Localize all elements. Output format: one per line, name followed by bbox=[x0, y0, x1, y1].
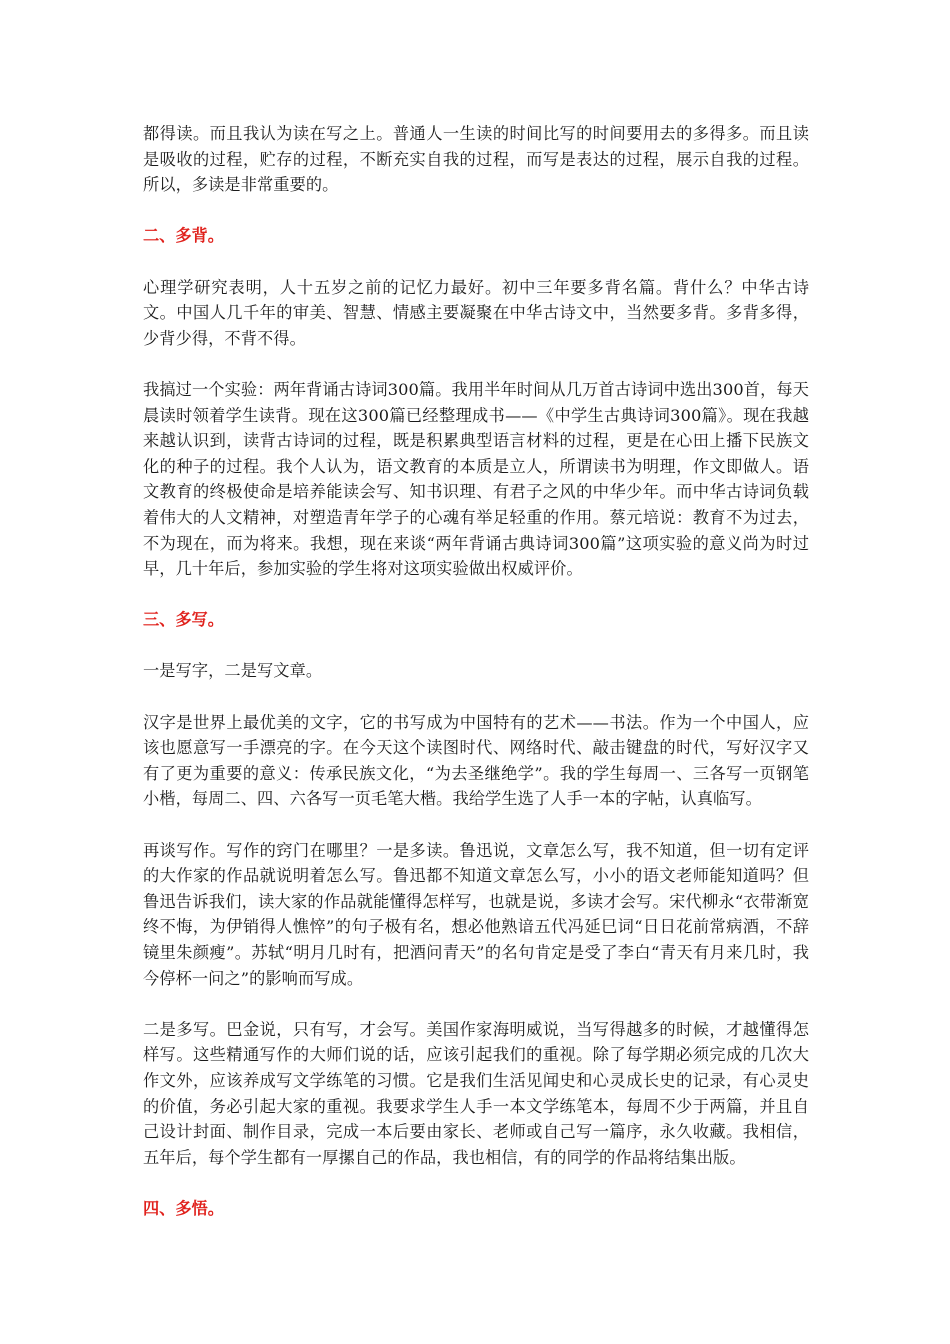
paragraph-write-more: 二是多写。巴金说，只有写，才会写。美国作家海明威说，当写得越多的时候，才越懂得怎样写。这些精通写作的大师们说的话，应该引起我们的重视。除了每学期必须完成的几次大作文外，应该养成写文学练笔的习惯。它是我们生活见闻史和心灵成长史的记录，有心灵史的价值，务必引起大家的重视。我要求学生人手一本文学练笔本，每周不少于两篇，并且自己设计封面、制作目录，完成一本后要由家长、老师或自己写一篇序，永久收藏。我相信，五年后，每个学生都有一厚摞自己的作品，我也相信，有的同学的作品将结集出版。 bbox=[143, 1019, 809, 1167]
section-heading-comprehend: 四、多悟。 bbox=[143, 1198, 224, 1218]
section-heading-recite: 二、多背。 bbox=[143, 226, 224, 246]
paragraph-write-intro: 一是写字，二是写文章。 bbox=[143, 661, 323, 681]
document-page bbox=[143, 121, 809, 1222]
paragraph-calligraphy: 汉字是世界上最优美的文字，它的书写成为中国特有的艺术——书法。作为一个中国人，应该也愿意写一手漂亮的字。在今天这个读图时代、网络时代、敲击键盘的时代，写好汉字又有了更为重要的意义：传承民族文化，“为去圣继绝学”。我的学生每周一、三各写一页钢笔小楷，每周二、四、六各写一页毛笔大楷。我给学生选了人手一本的字帖，认真临写。 bbox=[143, 712, 809, 809]
section-heading-write: 三、多写。 bbox=[143, 610, 224, 630]
paragraph-memory-research: 心理学研究表明，人十五岁之前的记忆力最好。初中三年要多背名篇。背什么？中华古诗文。中国人几千年的审美、智慧、情感主要凝聚在中华古诗文中，当然要多背。多背多得，少背少得，不背不得。 bbox=[143, 277, 809, 348]
paragraph-reading-conclusion: 都得读。而且我认为读在写之上。普通人一生读的时间比写的时间要用去的多得多。而且读是吸收的过程，贮存的过程，不断充实自我的过程，而写是表达的过程，展示自我的过程。所以，多读是非常重要的。 bbox=[143, 124, 809, 195]
paragraph-poetry-experiment: 我搞过一个实验：两年背诵古诗词300篇。我用半年时间从几万首古诗词中选出300首，每天晨读时领着学生读背。现在这300篇已经整理成书——《中学生古典诗词300篇》。现在我越来越认识到，读背古诗词的过程，既是积累典型语言材料的过程，更是在心田上播下民族文化的种子的过程。我个人认为，语文教育的本质是立人，所谓读书为明理，作文即做人。语文教育的终极使命是培养能读会写、知书识理、有君子之风的中华少年。而中华古诗词负载着伟大的人文精神，对塑造青年学子的心魂有举足轻重的作用。蔡元培说：教育不为过去，不为现在，而为将来。我想，现在来谈“两年背诵古典诗词300篇”这项实验的意义尚为时过早，几十年后，参加实验的学生将对这项实验做出权威评价。 bbox=[143, 379, 809, 579]
paragraph-writing-tips: 再谈写作。写作的窍门在哪里？一是多读。鲁迅说，文章怎么写，我不知道，但一切有定评的大作家的作品就说明着怎么写。鲁迅都不知道文章怎么写，小小的语文老师能知道吗？但鲁迅告诉我们，读大家的作品就能懂得怎样写，也就是说，多读才会写。宋代柳永“衣带渐宽终不悔，为伊销得人憔悴”的句子极有名，想必他熟谙五代冯延巳词“日日花前常病酒，不辞镜里朱颜瘦”。苏轼“明月几时有，把酒问青天”的名句肯定是受了李白“青天有月来几时，我今停杯一问之”的影响而写成。 bbox=[143, 840, 809, 988]
